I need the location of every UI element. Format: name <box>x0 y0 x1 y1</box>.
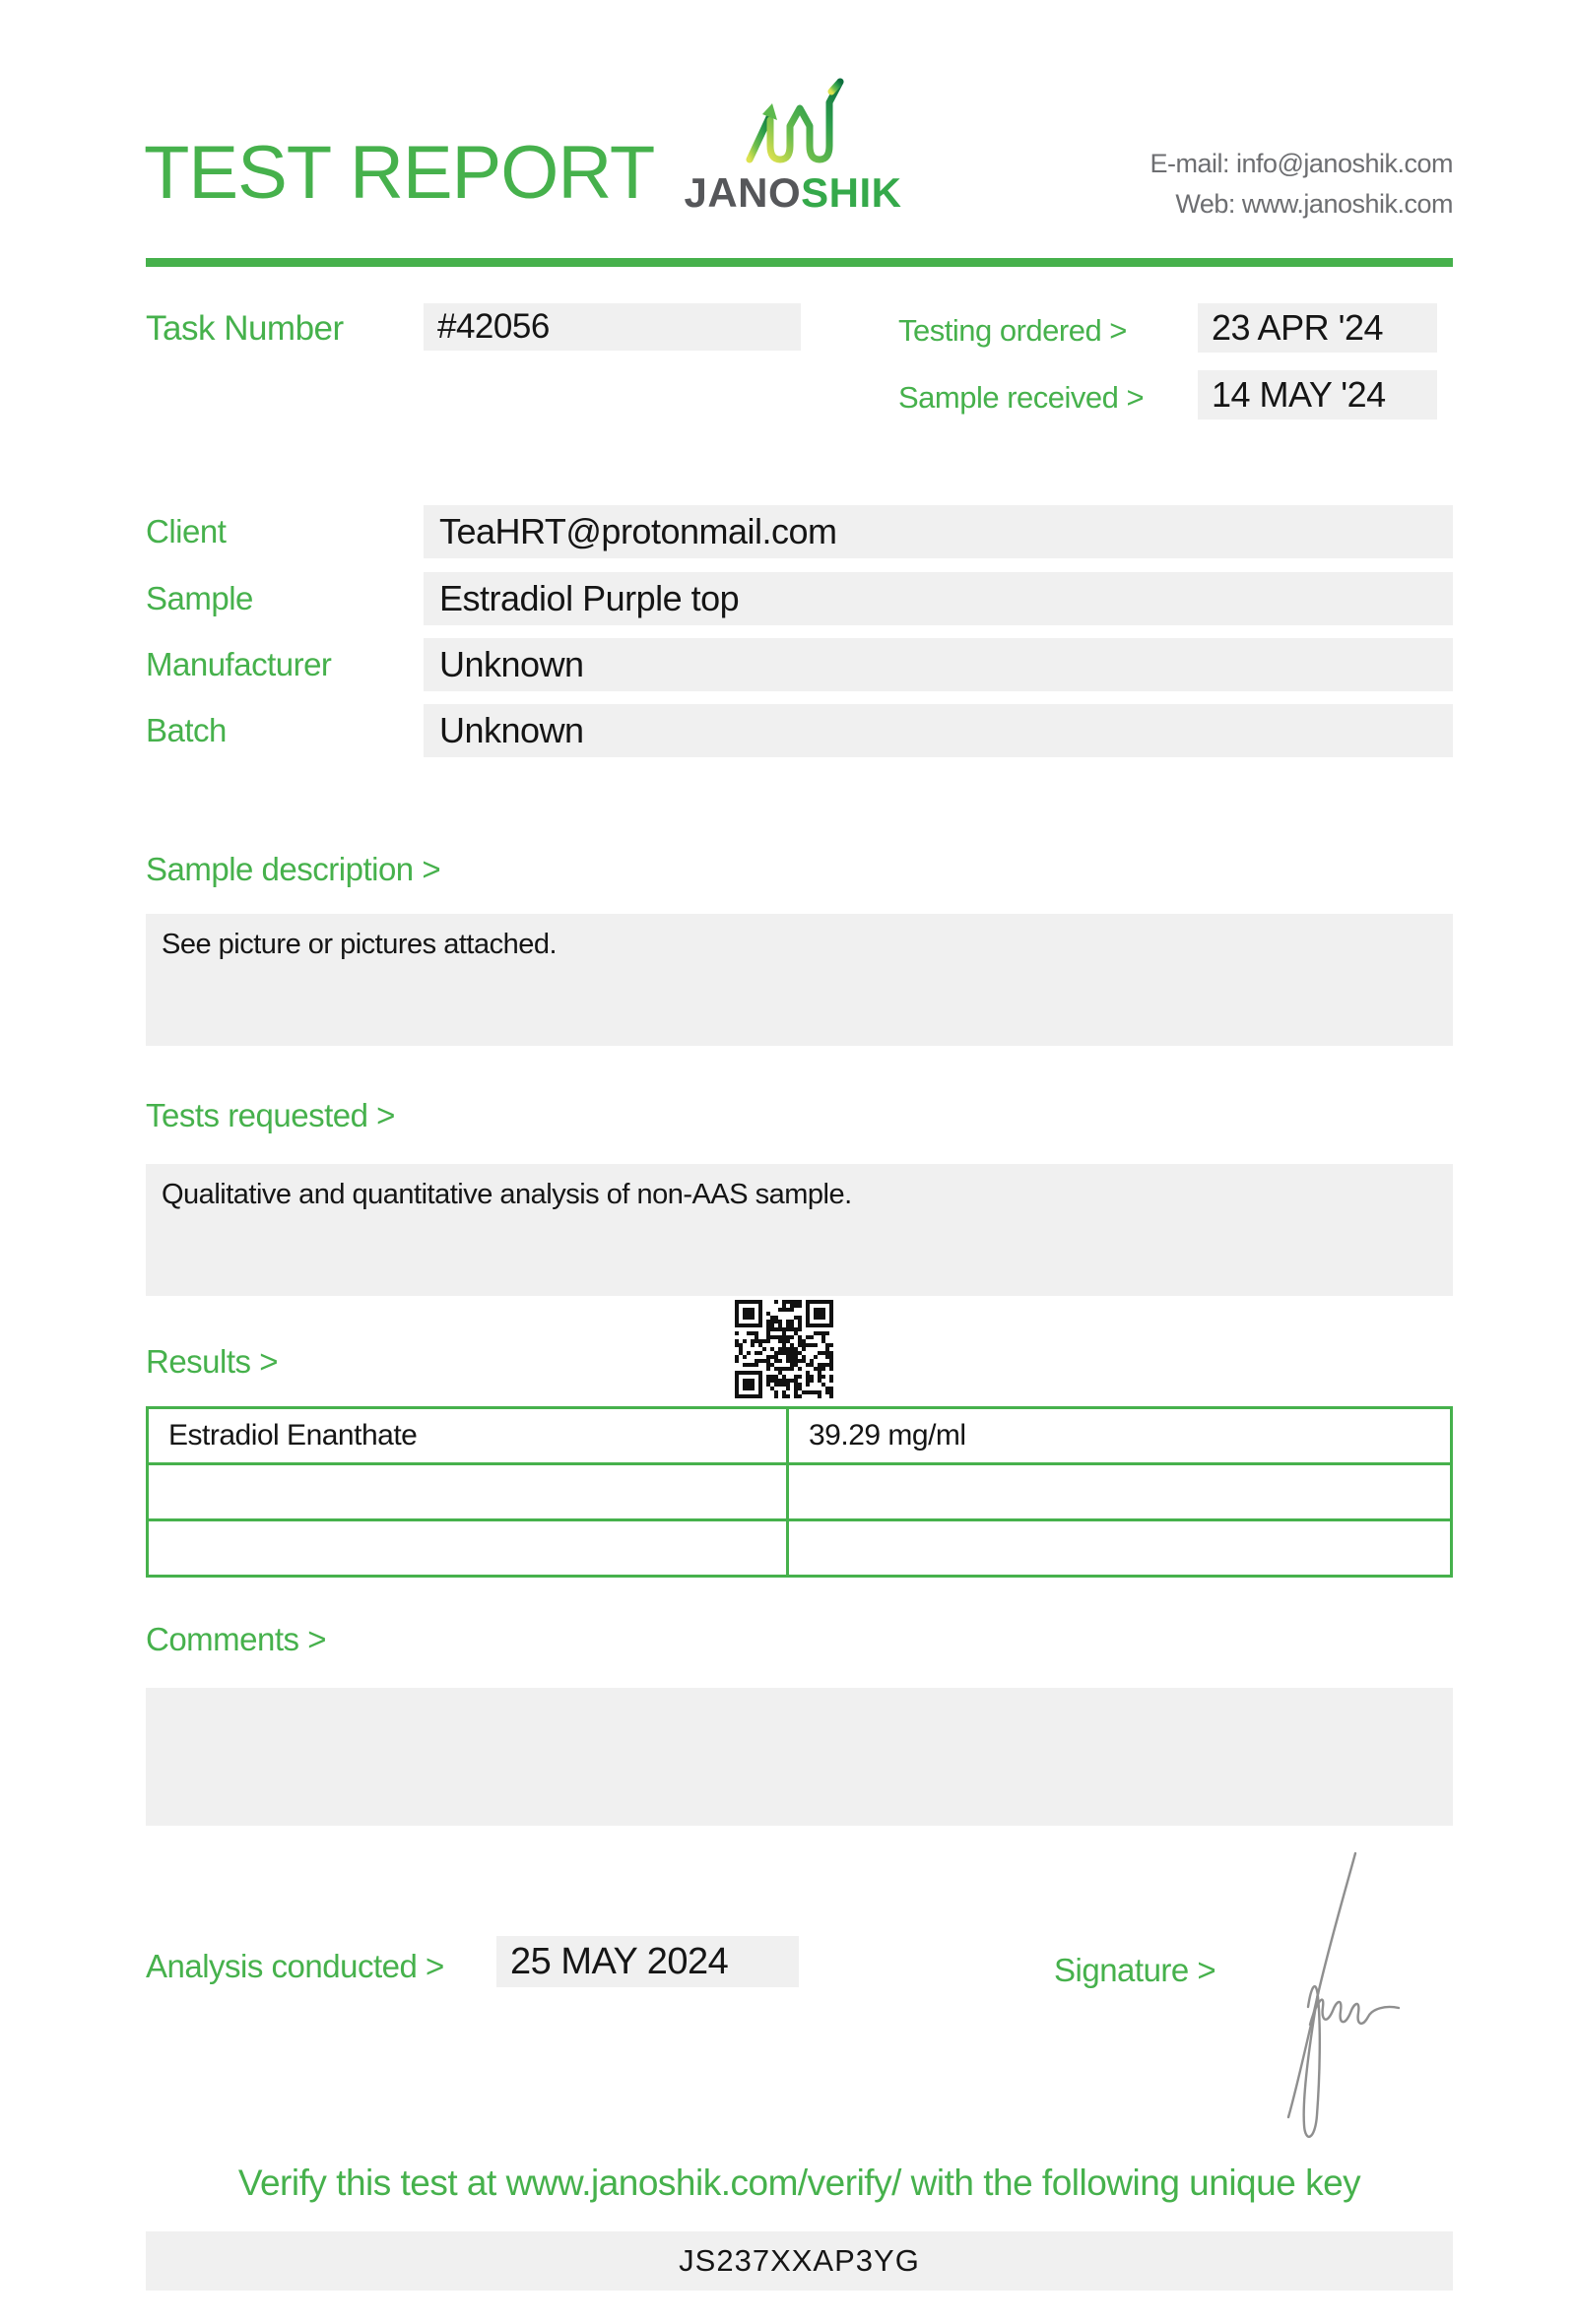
contact-email: E-mail: info@janoshik.com <box>1149 149 1453 178</box>
logo-jano-text: JANO <box>684 169 802 216</box>
result-value-cell <box>786 1518 1450 1575</box>
sample-label: Sample <box>146 580 253 616</box>
verify-instruction: Verify this test at www.janoshik.com/verify/ with the following unique key <box>237 2163 1361 2203</box>
qr-code <box>735 1300 833 1398</box>
comments-label: Comments > <box>146 1621 326 1657</box>
result-value-cell: 39.29 mg/ml <box>786 1409 1450 1462</box>
task-number-label: Task Number <box>146 309 344 348</box>
task-number-value: #42056 <box>424 303 801 351</box>
logo-wordmark <box>680 169 906 217</box>
comments-box <box>146 1688 1453 1826</box>
contact-web: Web: www.janoshik.com <box>1175 189 1453 219</box>
result-name-cell <box>149 1518 786 1575</box>
sample-received-value: 14 MAY '24 <box>1198 370 1437 420</box>
info-row-manufacturer <box>146 638 1453 691</box>
logo-chart-icon <box>740 75 846 167</box>
info-row-sample <box>146 572 1453 625</box>
result-name-cell <box>149 1462 786 1518</box>
manufacturer-value: Unknown <box>424 638 1453 691</box>
client-value: TeaHRT@protonmail.com <box>424 505 1453 558</box>
result-value-cell <box>786 1462 1450 1518</box>
header-divider <box>146 258 1453 267</box>
results-table <box>146 1406 1453 1578</box>
analysis-conducted-value: 25 MAY 2024 <box>496 1936 799 1987</box>
signature-label: Signature > <box>1054 1952 1216 1988</box>
unique-key-value: JS237XXAP3YG <box>146 2231 1453 2291</box>
client-label: Client <box>146 513 227 549</box>
batch-label: Batch <box>146 712 227 748</box>
tests-requested-box: Qualitative and quantitative analysis of non-AAS sample. <box>146 1164 1453 1296</box>
janoshik-logo <box>680 75 906 217</box>
manufacturer-label: Manufacturer <box>146 646 332 682</box>
result-name-cell: Estradiol Enanthate <box>168 1419 418 1452</box>
sample-description-box: See picture or pictures attached. <box>146 914 1453 1046</box>
sample-description-label: Sample description > <box>146 851 441 887</box>
testing-ordered-label: Testing ordered > <box>898 313 1127 348</box>
signature-scribble <box>1259 1847 1420 2153</box>
batch-value: Unknown <box>424 704 1453 757</box>
sample-received-label: Sample received > <box>898 380 1145 415</box>
analysis-conducted-label: Analysis conducted > <box>146 1948 444 1984</box>
info-row-batch <box>146 704 1453 757</box>
testing-ordered-value: 23 APR '24 <box>1198 303 1437 353</box>
logo-shik-text: SHIK <box>801 169 902 216</box>
results-label: Results > <box>146 1343 278 1380</box>
info-row-client <box>146 505 1453 558</box>
page-title: TEST REPORT <box>144 131 655 215</box>
contact-block <box>1149 144 1453 225</box>
tests-requested-label: Tests requested > <box>146 1097 395 1133</box>
sample-value: Estradiol Purple top <box>424 572 1453 625</box>
